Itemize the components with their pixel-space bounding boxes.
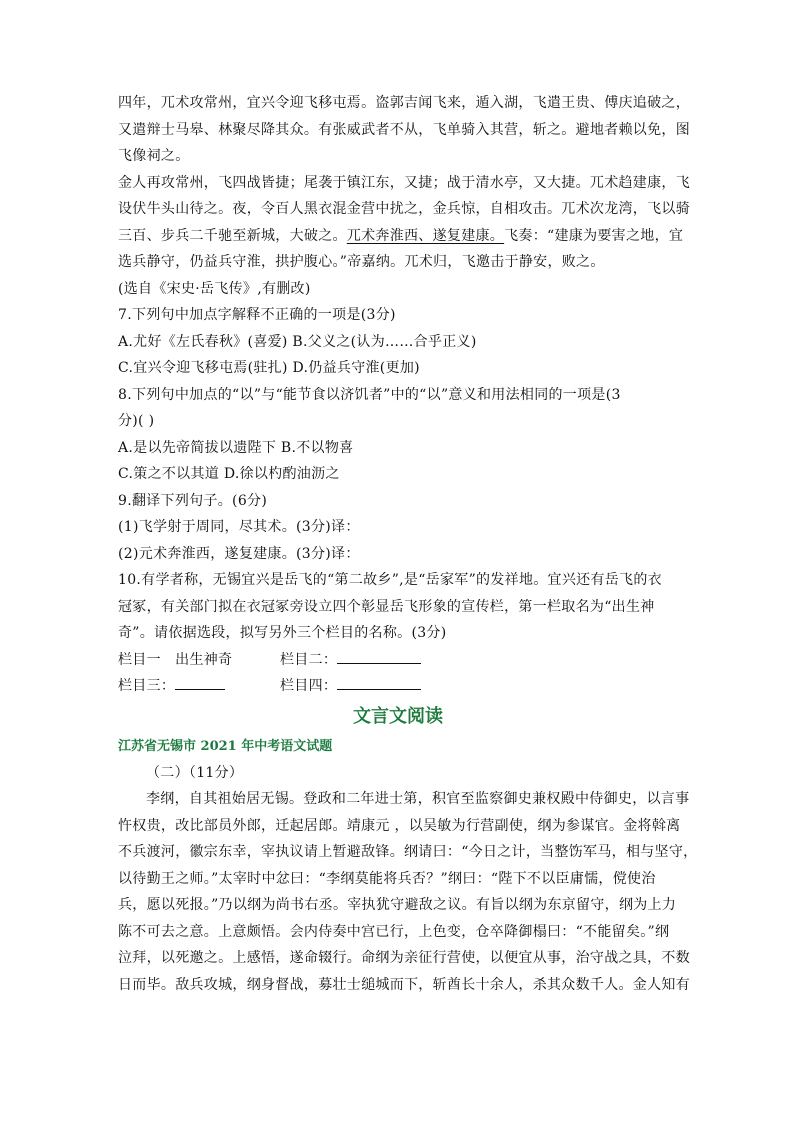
column-one-value: 出生神奇 (175, 651, 233, 668)
document-page (118, 90, 698, 998)
text-line: 陈不可去之意。上意颇悟。会内侍奏中宫已行，上色变，仓卒降御榻曰：“不能留矣。”纲 (118, 923, 670, 940)
column-one (118, 647, 280, 674)
part-label: （二）（11分） (146, 764, 244, 781)
underlined-sentence: 兀术奔淮西、遂复建康。 (346, 227, 505, 244)
section-heading: 文言文阅读 (353, 705, 443, 727)
question-option: C.宜兴令迎飞移屯焉(驻扎) D.仍益兵守淮(更加) (118, 360, 420, 376)
text-line: 四年，兀术攻常州，宜兴令迎飞移屯焉。盗郭吉闻飞来，遁入湖，飞遣王贵、傅庆追破之， (118, 95, 690, 111)
question-line: 冠冢，有关部门拟在衣冠冢旁设立四个彰显岳飞形象的宣传栏，第一栏取名为“出生神 (118, 598, 655, 615)
text-line: 泣拜，以死邀之。上感悟，遂命辍行。命纲为亲征行营使，以便宜从事，治守战之具，不数 (118, 950, 690, 966)
question-option: A.尤好《左氏春秋》(喜爱) B.父义之(认为……合乎正义) (118, 333, 477, 350)
source-note: (选自《宋史·岳飞传》,有删改) (118, 280, 311, 297)
question-line: 10.有学者称，无锡宜兴是岳飞的“第二故乡”,是“岳家军”的发祥地。宜兴还有岳飞的衣 (118, 572, 662, 588)
text-line: 又遣辩士马皋、林聚尽降其众。有张威武者不从，飞单骑入其营，斩之。避地者赖以免，图 (118, 121, 690, 138)
column-four (280, 673, 421, 700)
text-line: 忤权贵，改比部员外郎，迁起居郎。靖康元 ，以吴敏为行营副使，纲为参谋官。金将斡离 (118, 817, 681, 834)
question-line: 奇”。请依据选段，拟写另外三个栏目的名称。(3分) (118, 625, 447, 641)
question-line: 7.下列句中加点字解释不正确的一项是(3分) (118, 307, 396, 323)
column-three (118, 673, 280, 700)
text-line: 日而毕。敌兵攻城，纲身督战，募壮士缒城而下，斩酋长十余人，杀其众数千人。金人知有 (118, 976, 690, 993)
column-two-label: 栏目二： (280, 651, 338, 668)
text-segment: 三百、步兵二千驰至新城，大破之。 (118, 227, 347, 244)
question-option: C.策之不以其道 D.徐以杓酌油沥之 (118, 466, 340, 482)
text-segment: 飞奏：“建康为要害之地，宜 (504, 227, 684, 244)
question-option: A.是以先帝简拔以遗陛下 B.不以物喜 (118, 439, 354, 456)
column-row (118, 647, 678, 674)
exam-source: 江苏省无锡市 2021 年中考语文试题 (118, 738, 333, 754)
question-line: 分)( ) (118, 413, 155, 429)
translation-item: (2)元术奔淮西，遂复建康。(3分)译： (118, 545, 360, 562)
question-line: 9.翻译下列句子。(6分) (118, 492, 268, 509)
answer-blank[interactable] (337, 673, 421, 690)
answer-blank[interactable] (337, 647, 421, 664)
text-line (118, 223, 684, 250)
text-line: 兵，愿以死报。”乃以纲为尚书右丞。宰执犹守避敌之议。有旨以纲为东京留守，纲为上力 (118, 897, 677, 913)
text-line: 不兵渡河，徽宗东幸，宰执议请上暂避敌锋。纲请曰：“今日之计，当整饬军马，相与坚守， (118, 844, 698, 860)
text-line: 李纲，自其祖始居无锡。登政和二年进士第，积官至监察御史兼权殿中侍御史，以言事 (146, 791, 690, 807)
text-line: 以待勤王之师。”太宰时中忿曰：“李纲莫能将兵否？”纲曰：“陛下不以臣庸懦，傥使治 (118, 870, 656, 887)
answer-blank[interactable] (175, 673, 225, 690)
question-line: 8.下列句中加点的“以”与“能节食以济饥者”中的“以”意义和用法相同的一项是(3 (118, 386, 621, 403)
text-line: 飞像祠之。 (118, 148, 190, 164)
text-line: 金人再攻常州，飞四战皆捷；尾袭于镇江东，又捷；战于清水亭，又大捷。兀术趋建康，飞 (118, 174, 690, 191)
column-one-label: 栏目一 (118, 651, 161, 668)
column-three-label: 栏目三： (118, 678, 176, 694)
text-line: 设伏牛头山待之。夜，令百人黑衣混金营中扰之，金兵惊，自相攻击。兀术次龙湾，飞以骑 (118, 201, 690, 217)
column-two (280, 647, 421, 674)
column-four-label: 栏目四： (280, 678, 338, 694)
column-row (118, 673, 678, 700)
translation-item: (1)飞学射于周同，尽其术。(3分)译： (118, 519, 360, 535)
text-line: 选兵静守，仍益兵守淮，拱护腹心。”帝嘉纳。兀术归，飞邀击于静安，败之。 (118, 254, 605, 270)
